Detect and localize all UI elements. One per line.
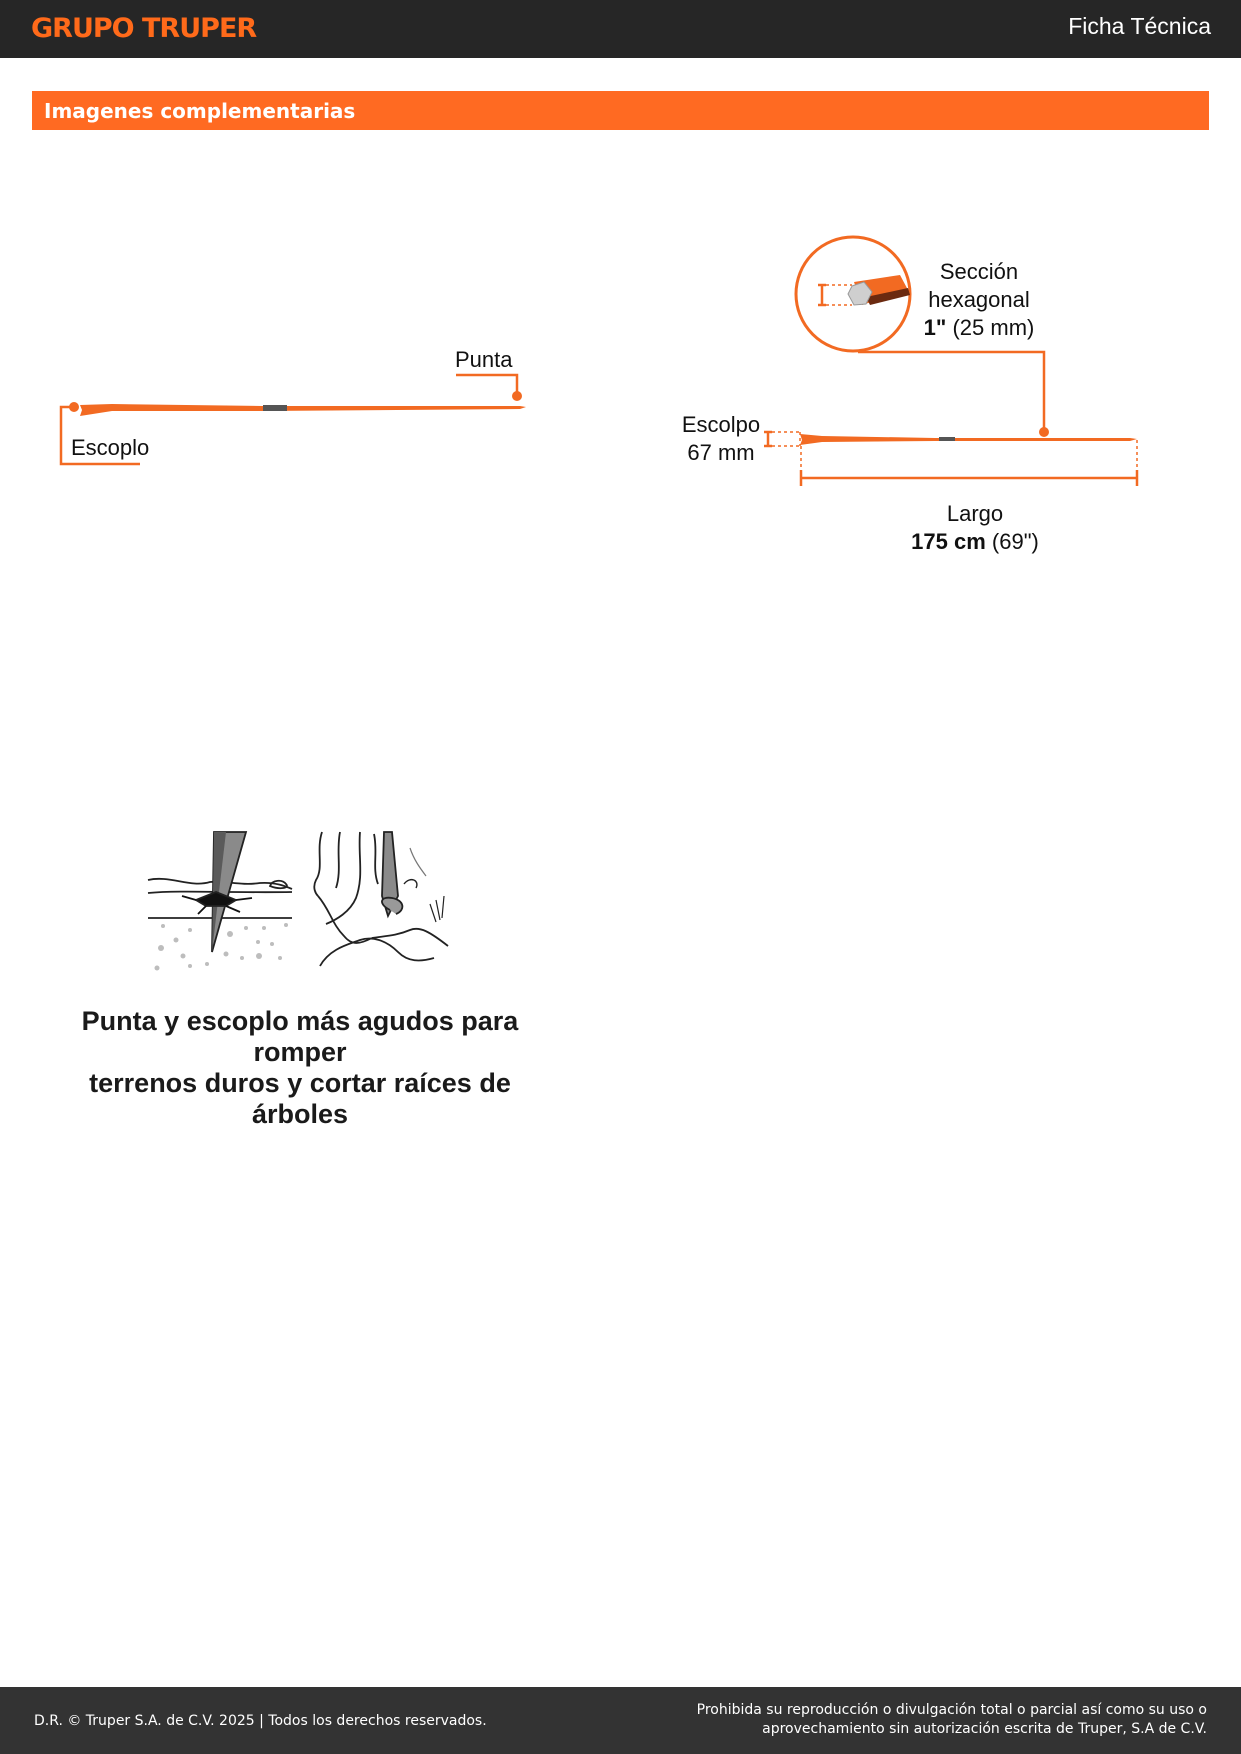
tip-label: Punta [455,347,513,372]
brand-logo: GRUPO TRUPER [31,13,257,44]
footer-bar [0,1687,1241,1754]
soil-dots [155,923,289,971]
length-label-text: Largo [946,501,1004,526]
hex-section-label [914,258,1044,342]
chisel-dimension-label [674,411,768,467]
length-dimension-line [801,440,1137,486]
legal-notice-line2: aprovechamiento sin autorización escrita de Truper, S.A de C.V. [762,1721,1207,1737]
hex-callout-dot [1039,427,1049,437]
feature-caption-line1: Punta y escoplo más agudos para romper [81,1006,519,1067]
length-value-cm: 175 cm [911,529,986,554]
section-title: Imagenes complementarias [44,99,356,123]
feature-caption [40,1006,560,1130]
root-cutting-illustration [314,832,448,966]
chisel-dimension-value: 67 mm [687,440,755,465]
copyright-text: D.R. © Truper S.A. de C.V. 2025 | Todos los derechos reservados. [34,1713,487,1729]
chisel-callout-dot [69,402,79,412]
product-bar-image [80,404,526,416]
hex-section-label-line2: hexagonal [928,287,1030,312]
legal-notice-line1: Prohibida su reproducción o divulgación total o parcial así como su uso o [696,1702,1207,1718]
chisel-dimension-label-text: Escolpo [681,412,761,437]
chisel-label: Escoplo [71,435,150,460]
length-value [870,528,1080,556]
hex-section-value-mm: (25 mm) [952,315,1035,340]
dimension-bar-image [800,434,1137,445]
hex-section-detail [796,237,910,351]
hex-callout-line [858,352,1044,431]
hex-section-value [914,314,1044,342]
length-value-inch: (69") [991,529,1039,554]
chisel-dimension-marker [764,432,800,446]
length-dimension-label [870,500,1080,556]
document-type: Ficha Técnica [1068,13,1211,39]
tip-callout-line [456,375,517,396]
hex-section-value-inch: 1" [923,315,947,340]
legal-notice [697,1701,1207,1739]
tip-callout-dot [512,391,522,401]
hard-ground-illustration [148,832,292,952]
feature-caption-line2: terrenos duros y cortar raíces de árboles [89,1068,511,1129]
hex-section-label-line1: Sección [939,259,1019,284]
